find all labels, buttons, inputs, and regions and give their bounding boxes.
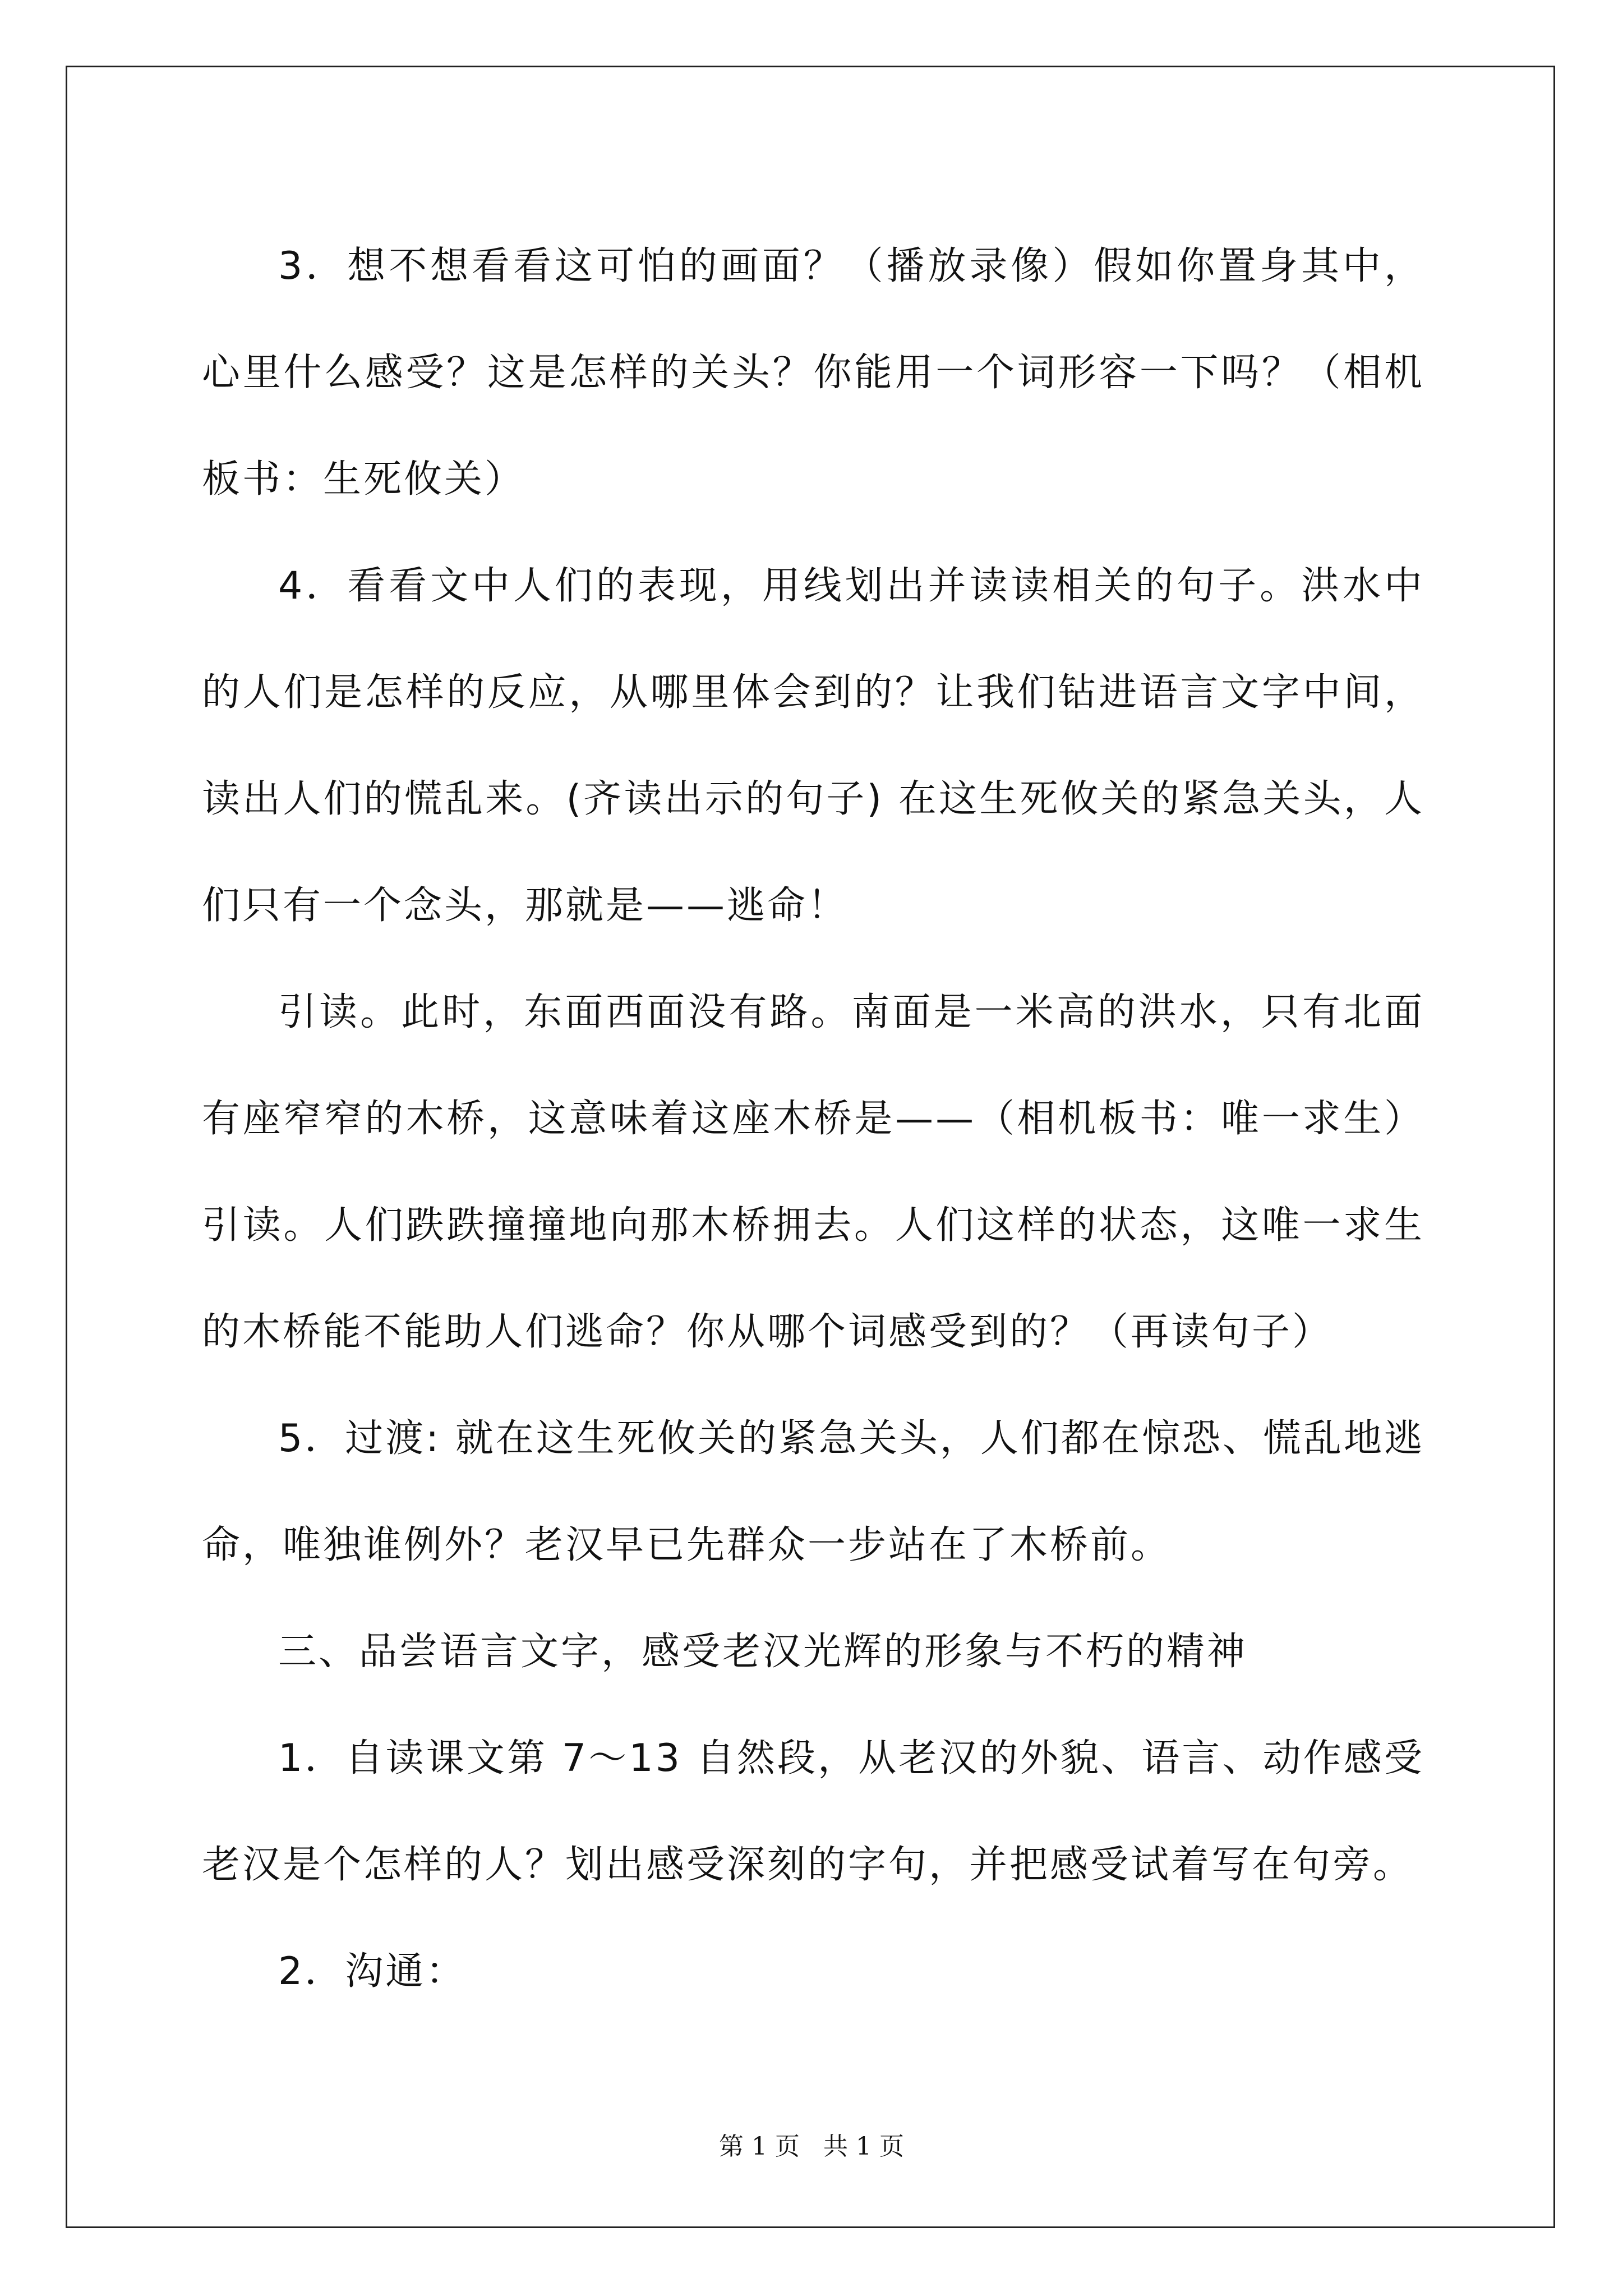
paragraph-step-4: 4．看看文中人们的表现，用线划出并读读相关的句子。洪水中的人们是怎样的反应，从哪里体会到的？让我们钻进语言文字中间，读出人们的慌乱来。(齐读出示的句子) 在这生死攸关的紧急关头，人们只有一个念头，那就是——逃命！ [202,564,1424,928]
page-number-current: 第 1 页 [719,2132,800,2161]
paragraph-step-3: 3．想不想看看这可怕的画面？（播放录像）假如你置身其中，心里什么感受？这是怎样的关头？你能用一个词形容一下吗？（相机板书：生死攸关） [202,244,1424,501]
paragraph-step-5: 5．过渡: 就在这生死攸关的紧急关头，人们都在惊恐、慌乱地逃命，唯独谁例外？老汉早已先群众一步站在了木桥前。 [202,1416,1424,1567]
document-body [202,213,1424,2025]
paragraph-section3-step-2: 2．沟通： [278,1949,467,1994]
paragraph-section3-step-1: 1．自读课文第 7～13 自然段，从老汉的外貌、语言、动作感受老汉是个怎样的人？划出感受深刻的字句，并把感受试着写在句旁。 [202,1736,1424,1887]
page-number-total: 共 1 页 [823,2132,904,2161]
paragraph-guided-reading: 引读。此时，东面西面没有路。南面是一米高的洪水，只有北面有座窄窄的木桥，这意味着这座木桥是——（相机板书：唯一求生）引读。人们跌跌撞撞地向那木桥拥去。人们这样的状态，这唯一求生的木桥能不能助人们逃命？你从哪个词感受到的？（再读句子） [202,990,1424,1354]
page-footer [0,2126,1623,2162]
section-heading-3: 三、品尝语言文字，感受老汉光辉的形象与不朽的精神 [278,1630,1248,1674]
